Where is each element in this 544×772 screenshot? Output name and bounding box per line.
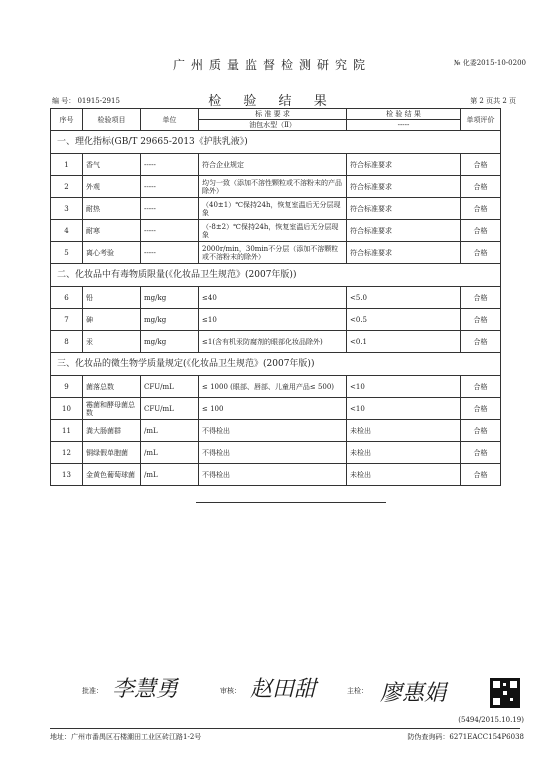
row-eval: 合格: [461, 376, 501, 398]
row-eval: 合格: [461, 309, 501, 331]
table-row: [51, 398, 501, 420]
row-eval: 合格: [461, 464, 501, 486]
row-item: 耐热: [83, 198, 141, 220]
row-eval: 合格: [461, 154, 501, 176]
review-label: 审核：: [220, 687, 241, 695]
main-inspector-signature: 廖惠娟: [380, 681, 447, 706]
row-result: 符合标准要求: [347, 154, 461, 176]
row-result: <10: [347, 398, 461, 420]
row-no: 11: [51, 420, 83, 442]
row-result: 符合标准要求: [347, 242, 461, 264]
row-result: 未检出: [347, 464, 461, 486]
table-row: [51, 220, 501, 242]
row-unit: -----: [141, 242, 199, 264]
row-item: 霉菌和酵母菌总数: [83, 398, 141, 420]
row-standard: 不得检出: [199, 464, 347, 486]
row-no: 10: [51, 398, 83, 420]
row-no: 3: [51, 198, 83, 220]
row-eval: 合格: [461, 398, 501, 420]
row-result: <0.1: [347, 331, 461, 353]
approve-signature: 李慧勇: [112, 677, 179, 702]
row-no: 13: [51, 464, 83, 486]
row-no: 4: [51, 220, 83, 242]
row-unit: -----: [141, 154, 199, 176]
header-unit: 单位: [141, 109, 199, 131]
header-result: 检 验 结 果: [347, 109, 461, 120]
results-table: [50, 108, 501, 486]
row-unit: -----: [141, 220, 199, 242]
row-item: 砷: [83, 309, 141, 331]
row-eval: 合格: [461, 287, 501, 309]
subheader-standard: 油包水型（Ⅱ）: [199, 120, 347, 131]
report-code: (5494/2015.10.19): [458, 716, 524, 724]
row-no: 2: [51, 176, 83, 198]
row-standard: 不得检出: [199, 420, 347, 442]
row-item: 金黄色葡萄球菌: [83, 464, 141, 486]
header-eval: 单项评价: [461, 109, 501, 131]
table-row: [51, 376, 501, 398]
row-no: 7: [51, 309, 83, 331]
row-unit: mg/kg: [141, 287, 199, 309]
table-row: [51, 331, 501, 353]
row-eval: 合格: [461, 176, 501, 198]
qr-code-icon: [490, 678, 520, 708]
table-header-row: [51, 109, 501, 120]
row-standard: 均匀一致（添加不溶性颗粒或不溶粉末的产品除外）: [199, 176, 347, 198]
row-unit: CFU/mL: [141, 398, 199, 420]
end-rule: [196, 502, 386, 503]
row-unit: -----: [141, 176, 199, 198]
row-item: 离心考验: [83, 242, 141, 264]
row-item: 耐寒: [83, 220, 141, 242]
row-standard: ≤ 1000 (眼部、唇部、儿童用产品≤ 500): [199, 376, 347, 398]
institute-name: 广州质量监督检测研究院: [172, 58, 371, 72]
serial-label: 编 号：: [52, 97, 76, 105]
row-unit: /mL: [141, 464, 199, 486]
main-inspector-label: 主检：: [347, 687, 368, 695]
row-result: <0.5: [347, 309, 461, 331]
row-eval: 合格: [461, 442, 501, 464]
row-result: 符合标准要求: [347, 220, 461, 242]
row-unit: mg/kg: [141, 309, 199, 331]
row-standard: （40±1）℃保持24h，恢复室温后无分层现象: [199, 198, 347, 220]
certificate-number: № 化委2015-10-0200: [453, 59, 526, 67]
row-result: 符合标准要求: [347, 198, 461, 220]
row-eval: 合格: [461, 198, 501, 220]
section-title: 一、理化指标(GB/T 29665-2013《护肤乳液》): [51, 131, 501, 154]
row-standard: ≤1(含有机汞防腐剂的眼部化妆品除外): [199, 331, 347, 353]
row-no: 12: [51, 442, 83, 464]
table-row: [51, 442, 501, 464]
row-item: 外观: [83, 176, 141, 198]
section-title: 三、化妆品的微生物学质量规定(《化妆品卫生规范》(2007年版)): [51, 353, 501, 376]
footer-address: 地址：广州市番禺区石楼潮田工业区砖江路1-2号: [50, 733, 202, 741]
row-unit: /mL: [141, 420, 199, 442]
table-row: [51, 242, 501, 264]
row-result: 未检出: [347, 442, 461, 464]
section-title: 二、化妆品中有毒物质限量(《化妆品卫生规范》(2007年版)): [51, 264, 501, 287]
table-row: [51, 176, 501, 198]
row-standard: ≤ 100: [199, 398, 347, 420]
approve-label: 批准：: [82, 687, 103, 695]
row-item: 铅: [83, 287, 141, 309]
serial-value: 01915-2915: [77, 97, 120, 105]
row-unit: /mL: [141, 442, 199, 464]
row-eval: 合格: [461, 331, 501, 353]
row-standard: （-8±2）℃保持24h，恢复室温后无分层现象: [199, 220, 347, 242]
review-signature: 赵田甜: [250, 677, 317, 702]
table-row: [51, 464, 501, 486]
row-result: <5.0: [347, 287, 461, 309]
footer-rule: [50, 728, 520, 729]
row-result: 符合标准要求: [347, 176, 461, 198]
row-no: 5: [51, 242, 83, 264]
row-no: 6: [51, 287, 83, 309]
row-result: 未检出: [347, 420, 461, 442]
row-item: 香气: [83, 154, 141, 176]
row-standard: ≤40: [199, 287, 347, 309]
row-unit: -----: [141, 198, 199, 220]
row-standard: 不得检出: [199, 442, 347, 464]
row-eval: 合格: [461, 242, 501, 264]
row-standard: 2000r/min，30min不分层（添加不溶颗粒或不溶粉末的除外）: [199, 242, 347, 264]
row-item: 菌落总数: [83, 376, 141, 398]
row-eval: 合格: [461, 420, 501, 442]
table-row: [51, 420, 501, 442]
row-standard: ≤10: [199, 309, 347, 331]
table-row: [51, 198, 501, 220]
anti-fake-code: 防伪查询码：6271EACC154P6038: [407, 733, 524, 741]
row-item: 粪大肠菌群: [83, 420, 141, 442]
table-row: [51, 287, 501, 309]
header-no: 序号: [51, 109, 83, 131]
row-no: 9: [51, 376, 83, 398]
row-standard: 符合企业规定: [199, 154, 347, 176]
subheader-result: -----: [347, 120, 461, 131]
report-title: 检 验 结 果: [208, 94, 336, 109]
row-item: 汞: [83, 331, 141, 353]
row-no: 1: [51, 154, 83, 176]
row-item: 铜绿假单胞菌: [83, 442, 141, 464]
row-unit: mg/kg: [141, 331, 199, 353]
row-result: <10: [347, 376, 461, 398]
header-standard: 标 准 要 求: [199, 109, 347, 120]
row-eval: 合格: [461, 220, 501, 242]
table-row: [51, 154, 501, 176]
table-row: [51, 309, 501, 331]
row-unit: CFU/mL: [141, 376, 199, 398]
row-no: 8: [51, 331, 83, 353]
header-item: 检验项目: [83, 109, 141, 131]
page-info: 第 2 页共 2 页: [470, 97, 516, 105]
